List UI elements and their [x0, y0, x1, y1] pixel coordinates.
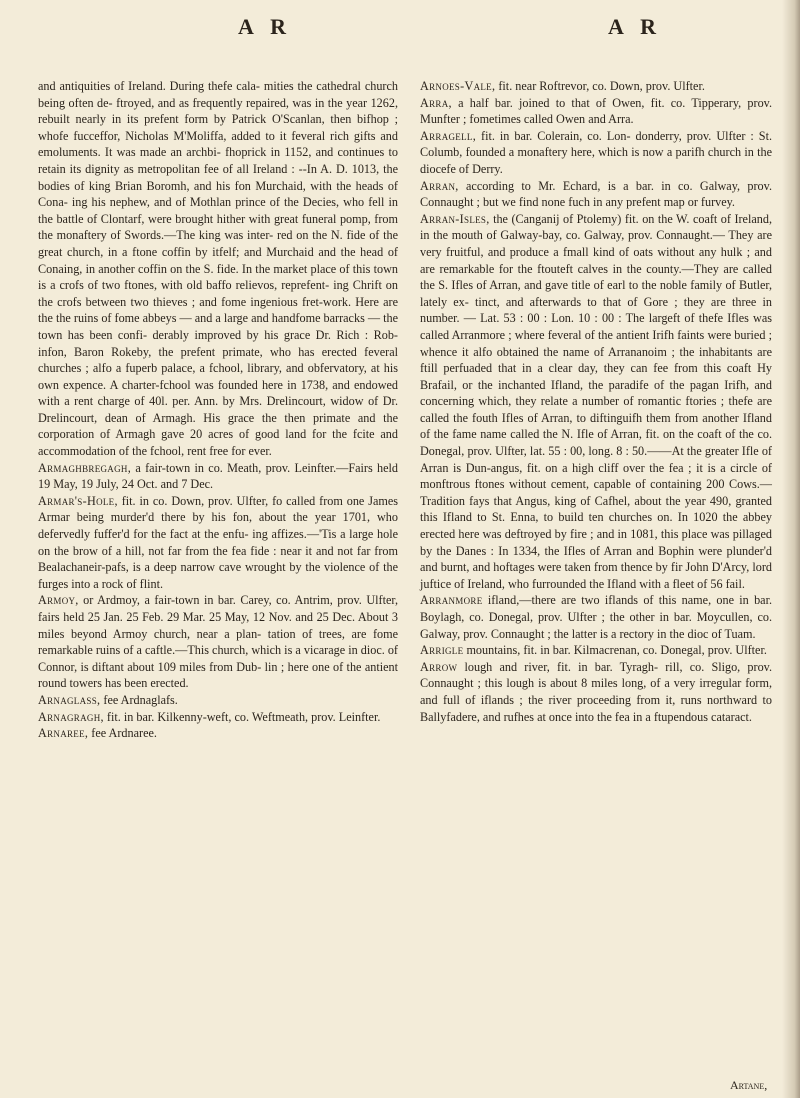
header-left: A R [238, 14, 293, 39]
dictionary-entry [38, 460, 398, 493]
left-column [38, 78, 398, 742]
entry-headword: Arrow [420, 659, 458, 674]
dictionary-entry [420, 78, 772, 95]
entry-headword: Arnagragh, [38, 709, 104, 724]
entry-headword: Armaghbregagh, [38, 460, 132, 475]
dictionary-entry [38, 692, 398, 709]
entry-text: fit. near Roftrevor, co. Down, prov. Ulfter. [498, 79, 705, 93]
entry-text: lough and river, fit. in bar. Tyragh- rill, co. Sligo, prov. Connaught ; this lough is about 8 miles long, of a very irregular form, and full of iflands ; the river proceeding from it, runs northward to Ballyfadere, and rufhes at once into the fea in a ftupendous cataract. [420, 659, 773, 724]
entry-headword: Arragell, [420, 128, 477, 143]
dictionary-entry [38, 709, 398, 726]
right-column [420, 78, 772, 725]
entry-text: fit. in co. Down, prov. Ulfter, fo called from one James Armar being murder'd there by his fon, about the year 1701, who defervedly fuffer'd for the fact at the enfu- ing affizes.—'Tis a large hole on the brow of a hill, not far from the fea fide : near it and not far from Bealachaneir-pafs, is a deep narrow cave wrought by the violence of the furges into a rock of flint. [38, 493, 398, 591]
entry-text: or Ardmoy, a fair-town in bar. Carey, co. Antrim, prov. Ulfter, fairs held 25 Jan. 25 Feb. 29 Mar. 25 May, 12 Nov. and 25 Dec. About 3 miles beyond Armoy church, near a plan- tation of trees, are fome remarkable ruins of a caftle.—This church, which is a vicarage in dioc. of Connor, is diftant about 109 miles from Dub- lin ; here one of the antient round towers has been erected. [38, 593, 398, 691]
entry-text: according to Mr. Echard, is a bar. in co. Galway, prov. Connaught ; but we find none fuch in any prefent map or furvey. [420, 178, 773, 210]
entry-text: fee Ardnaree. [91, 726, 157, 741]
entry-headword: Arnaglass, [38, 692, 101, 707]
entry-text: and antiquities of Ireland. During thefe cala- mities the cathedral church being often de- ftroyed, and as frequently repaired, was in the year 1262, rebuilt nearly in its prefent form by Patrick O'Scanlan, then bifhop ; whofe fucceffor, Nicholas M'Moliffa, added to it feveral rich gifts and emoluments. It was made an archbi- fhoprick in 1152, and continues to retain its dignity as metropolitan fee of all Ireland : --In A. D. 1013, the bodies of king Brian Boromh, and his fon Murchaid, with the heads of Cona- ing his nephew, and of Mothlan prince of the Decies, who fell in the battle of Clontarf, were brought hither with great funeral pomp, from the monaftery of Swords.—The king was inter- red on the N. fide of the great church, in a ftone coffin by itfelf; and Murchaid and the head of Conaing, in another coffin on the S. fide. In the market place of this town is a crofs of two ftones, with old baffo relievos, reprefent- ing Chrift on the crofs between two thieves ; and fome ingenious fret-work. Here are the the ruins of fome abbeys — and a large and handfome barracks — the town has been confi- derably improved by his grace Dr. Rich : Rob- infon, Baron Rokeby, the prefent primate, who has erected feveral churches ; alfo a fuperb palace, a fchool, library, and obfervatory, at his own expence. A charter-fchool was founded here in 1738, and endowed with a rent charge of 40l. per. Ann. by Mrs. Drelincourt, widow of Dr. Drelincourt, dean of Armagh. His grace the then primate and the corporation of Armagh gave 20 acres of good land for the fcite and accommodation of the fchool, rent free for ever. [38, 79, 398, 459]
entry-headword: Arnoes-Vale, [420, 79, 496, 93]
entry-headword: Arranmore [420, 593, 483, 608]
entry-headword: Armar's-Hole, [38, 493, 118, 508]
page-edge-shadow [782, 0, 800, 1098]
entry-text: fit. in bar. Kilkenny-weft, co. Weftmeath, prov. Leinfter. [106, 709, 381, 724]
dictionary-entry [38, 725, 398, 742]
entry-headword: Armoy, [38, 593, 79, 608]
entry-text: a half bar. joined to that of Owen, fit. co. Tipperary, prov. Munfter ; fometimes called Owen and Arra. [420, 95, 773, 127]
dictionary-entry [420, 211, 772, 593]
entry-text: ifland,—there are two iflands of this name, one in bar. Boylagh, co. Donegal, prov. Ulfter ; the other in bar. Moycullen, co. Galway, prov. Connaught ; the latter is a rectory in the dioc of Tuam. [420, 593, 773, 641]
dictionary-entry [420, 659, 772, 725]
catchword: Artane, [730, 1078, 768, 1092]
header-right: A R [608, 14, 663, 39]
entry-continuation [38, 78, 398, 460]
entry-headword: Arran, [420, 178, 459, 193]
entry-headword: Arnaree, [38, 726, 89, 741]
entry-text: fit. in bar. Colerain, co. Lon- donderry, prov. Ulfter : St. Columb, founded a monaftery here, which is now a parifh church in the diocefe of Derry. [420, 128, 773, 176]
dictionary-entry [420, 95, 772, 128]
dictionary-entry [420, 128, 772, 178]
entry-text: mountains, fit. in bar. Kilmacrenan, co. Donegal, prov. Ulfter. [466, 643, 767, 658]
dictionary-entry [38, 592, 398, 692]
dictionary-entry [420, 642, 772, 659]
running-header [0, 6, 800, 56]
entry-headword: Arra, [420, 95, 452, 110]
dictionary-entry [420, 592, 772, 642]
entry-text: the (Canganij of Ptolemy) fit. on the W. coaft of Ireland, in the mouth of Galway-bay, co. Galway, prov. Connaught.— They are very fruitful, and produce a fmall kind of oats without any hulk ; and are remarkable for the ftouteft calves in the county.—They are called the S. Ifles of Arran, and gave title of earl to the noble family of Butler, lately ex- tinct, and afterwards to that of Gore ; they are three in number. — Lat. 53 : 00 : Lon. 10 : 00 : The largeft of thefe Ifles was called Arranmore ; where feveral of the antient Irifh faints were buried ; whence it alfo obtained the name of Arrananoim ; the inhabitants are ftill perfuaded that in a clear day, they can fee from this coaft Hy Brafail, or the inchanted Ifland, the paradife of the pagan Irifh, and concerning which, they relate a number of romantic ftories ; thefe are called the fouth Ifles of Arran, to diftinguifh them from another Ifland of the fame name called the N. Ifle of Arran, fit. on the coaft of the co. Donegal, prov. Ulfter, lat. 55 : 00, long. 8 : 50.——At the greater Ifle of Arran is Dun-angus, fit. on a high cliff over the fea ; it is a circle of monftrous ftones without cement, capable of containing 200 Cows.—Tradition fays that Angus, king of Cafhel, about the year 490, granted this Ifland to St. Enna, to build ten churches on. In 1020 the abbey erected here was deftroyed by fire ; and in 1081, this place was pillaged by the Danes : In 1334, the Ifles of Arran and Bophin were plunder'd and burnt, and hoftages were taken from thence by fir John D'Arcy, lord juftice of Ireland, who furrounded the Ifland with a fleet of 56 fail. [420, 211, 772, 591]
entry-text: a fair-town in co. Meath, prov. Leinfter.—Fairs held 19 May, 19 July, 24 Oct. and 7 Dec. [38, 460, 399, 492]
entry-text: fee Ardnaglafs. [103, 692, 178, 707]
dictionary-entry [420, 178, 772, 211]
entry-headword: Arran-Isles, [420, 211, 490, 226]
dictionary-entry [38, 493, 398, 593]
entry-headword: Arrigle [420, 643, 464, 658]
